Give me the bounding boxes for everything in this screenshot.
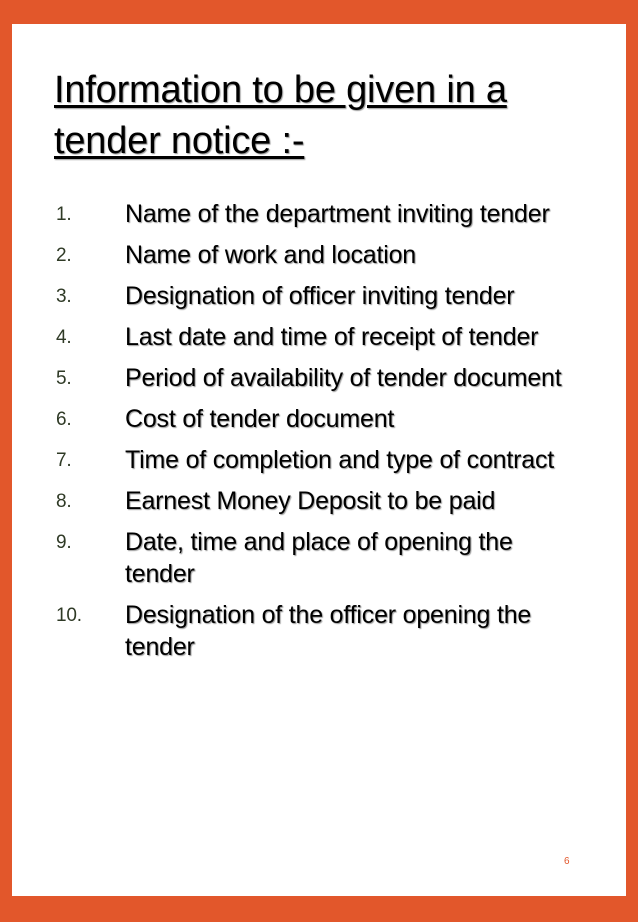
list-item-number: 10. bbox=[56, 605, 82, 626]
tender-info-list bbox=[12, 198, 626, 672]
slide bbox=[12, 24, 626, 896]
list-item-text: Cost of tender document bbox=[125, 405, 395, 433]
list-item-number: 1. bbox=[56, 204, 72, 225]
list-item-number: 8. bbox=[56, 491, 72, 512]
list-item bbox=[12, 280, 626, 312]
list-item-text: Designation of the officer opening the tender bbox=[125, 601, 532, 661]
list-item bbox=[12, 239, 626, 271]
list-item-text: Name of the department inviting tender bbox=[125, 200, 550, 228]
list-item bbox=[12, 444, 626, 476]
list-item-text: Designation of officer inviting tender bbox=[125, 282, 515, 310]
list-item bbox=[12, 526, 626, 590]
list-item bbox=[12, 321, 626, 353]
list-item-text: Last date and time of receipt of tender bbox=[125, 323, 539, 351]
list-item-number: 5. bbox=[56, 368, 72, 389]
list-item-number: 2. bbox=[56, 245, 72, 266]
list-item-number: 4. bbox=[56, 327, 72, 348]
list-item bbox=[12, 362, 626, 394]
list-item bbox=[12, 485, 626, 517]
list-item-text: Period of availability of tender document bbox=[125, 364, 562, 392]
list-item-number: 7. bbox=[56, 450, 72, 471]
list-item-number: 3. bbox=[56, 286, 72, 307]
list-item-text: Time of completion and type of contract bbox=[125, 446, 554, 474]
list-item-text: Name of work and location bbox=[125, 241, 416, 269]
list-item bbox=[12, 599, 626, 663]
list-item-number: 9. bbox=[56, 532, 72, 553]
list-item-number: 6. bbox=[56, 409, 72, 430]
list-item-text: Earnest Money Deposit to be paid bbox=[125, 487, 496, 515]
list-item bbox=[12, 403, 626, 435]
list-item-text: Date, time and place of opening the tender bbox=[125, 528, 513, 588]
list-item bbox=[12, 198, 626, 230]
page-number: 6 bbox=[564, 856, 570, 867]
slide-title: Information to be given in a tender notice :- bbox=[54, 69, 507, 162]
